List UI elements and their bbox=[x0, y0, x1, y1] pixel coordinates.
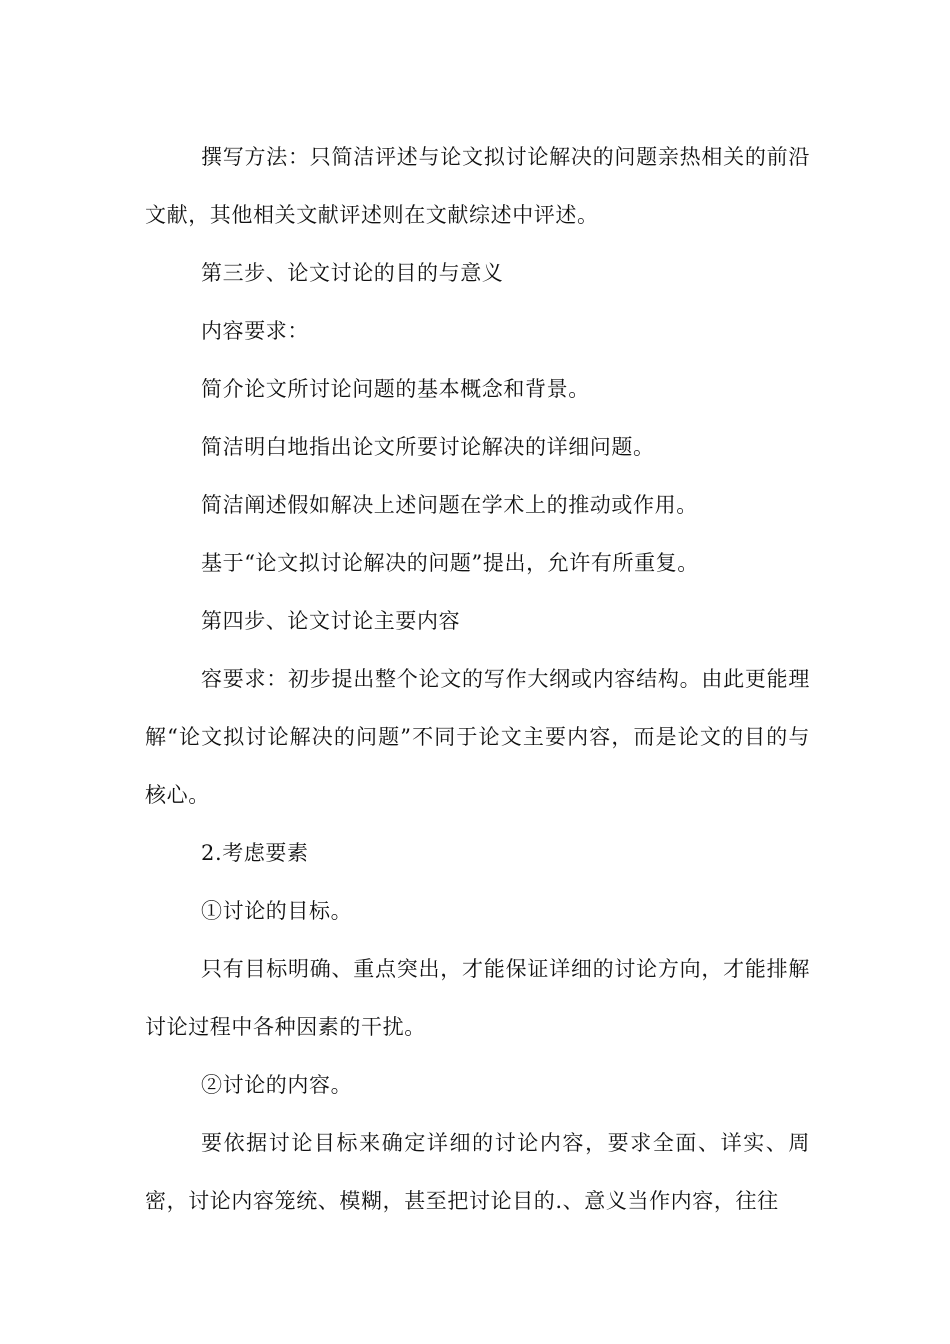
paragraph-intro-concepts: 简介论文所讨论问题的基本概念和背景。 bbox=[201, 377, 590, 401]
heading-step-four: 第四步、论文讨论主要内容 bbox=[201, 609, 461, 633]
heading-step-three: 第三步、论文讨论的目的与意义 bbox=[201, 261, 504, 285]
paragraph-content-requirements-label: 内容要求： bbox=[201, 319, 309, 343]
paragraph-specific-problems: 简洁明白地指出论文所要讨论解决的详细问题。 bbox=[201, 435, 655, 459]
document-body bbox=[145, 128, 810, 1230]
paragraph-allow-repetition: 基于“论文拟讨论解决的问题”提出，允许有所重复。 bbox=[201, 551, 699, 575]
item-research-content: ②讨论的内容。 bbox=[201, 1073, 353, 1097]
paragraph-content-explanation: 要依据讨论目标来确定详细的讨论内容，要求全面、详实、周密，讨论内容笼统、模糊，甚至把讨论目的.、意义当作内容，往往 bbox=[145, 1131, 810, 1213]
paragraph-goal-explanation: 只有目标明确、重点突出，才能保证详细的讨论方向，才能排解讨论过程中各种因素的干扰。 bbox=[145, 957, 810, 1039]
item-research-goal: ①讨论的目标。 bbox=[201, 899, 353, 923]
heading-considerations: 2.考虑要素 bbox=[201, 841, 309, 865]
paragraph-outline-requirements: 容要求：初步提出整个论文的写作大纲或内容结构。由此更能理解“论文拟讨论解决的问题”不同于论文主要内容，而是论文的目的与核心。 bbox=[145, 667, 810, 807]
paragraph-writing-method: 撰写方法：只简洁评述与论文拟讨论解决的问题亲热相关的前沿文献，其他相关文献评述则在文献综述中评述。 bbox=[145, 145, 810, 227]
paragraph-academic-impact: 简洁阐述假如解决上述问题在学术上的推动或作用。 bbox=[201, 493, 698, 517]
